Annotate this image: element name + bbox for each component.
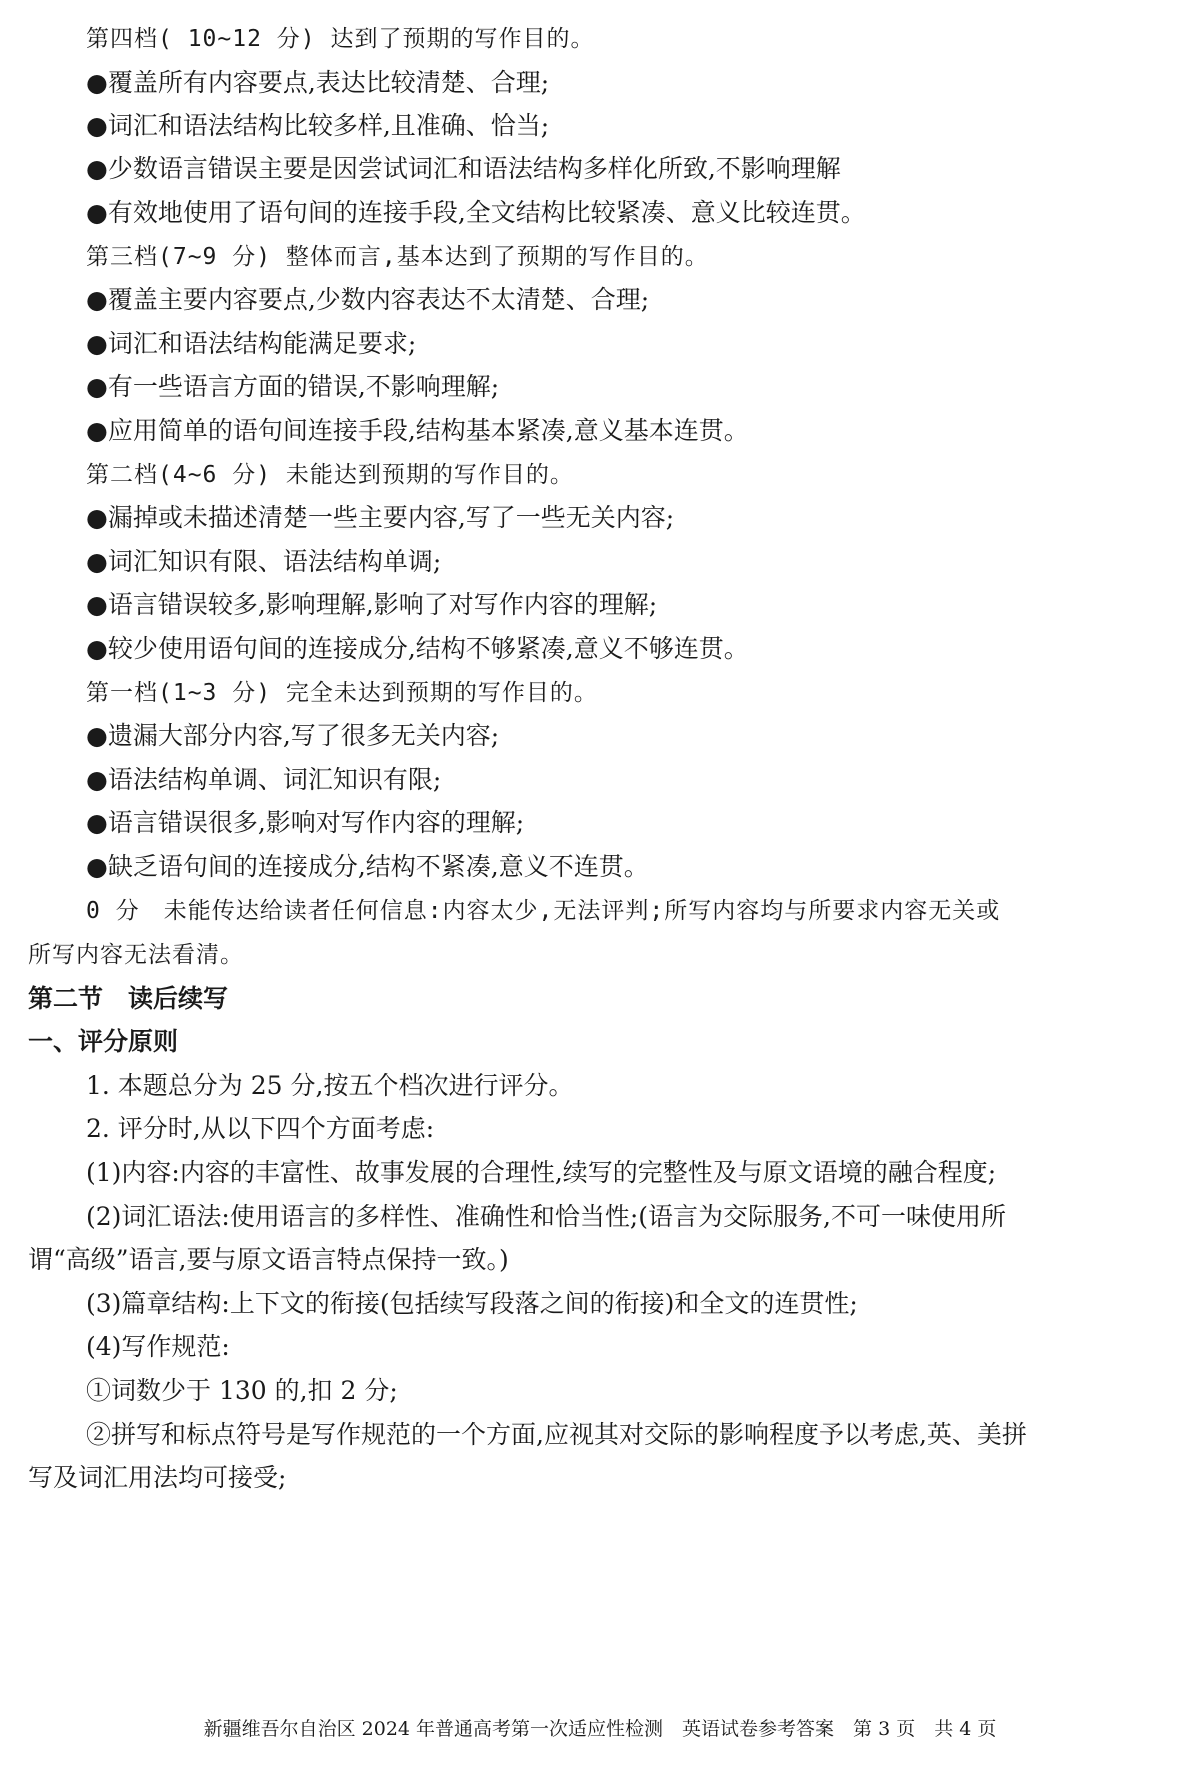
convention-rule: ②拼写和标点符号是写作规范的一个方面,应视其对交际的影响程度予以考虑,英、美拼	[86, 1420, 1027, 1449]
convention-rule: ①词数少于 130 的,扣 2 分;	[86, 1376, 398, 1405]
zero-score-rule: 0 分 未能传达给读者任何信息:内容太少,无法评判;所写内容均与所要求内容无关或	[86, 898, 1001, 924]
tier-2-criterion: ●词汇知识有限、语法结构单调;	[86, 547, 442, 576]
scoring-principle: 1. 本题总分为 25 分,按五个档次进行评分。	[86, 1071, 574, 1100]
convention-rule-continued: 写及词汇用法均可接受;	[28, 1463, 287, 1492]
tier-2-heading: 第二档(4~6 分) 未能达到预期的写作目的。	[86, 462, 574, 488]
tier-4-heading: 第四档( 10~12 分) 达到了预期的写作目的。	[86, 26, 595, 52]
subsection-heading: 一、评分原则	[28, 1027, 179, 1056]
tier-1-criterion: ●遗漏大部分内容,写了很多无关内容;	[86, 721, 500, 750]
tier-1-criterion: ●语言错误很多,影响对写作内容的理解;	[86, 808, 525, 837]
criterion-vocabulary-grammar-continued: 谓“高级”语言,要与原文语言特点保持一致。)	[28, 1245, 509, 1274]
tier-2-criterion: ●语言错误较多,影响理解,影响了对写作内容的理解;	[86, 590, 658, 619]
tier-3-criterion: ●应用简单的语句间连接手段,结构基本紧凑,意义基本连贯。	[86, 416, 749, 445]
tier-1-criterion: ●缺乏语句间的连接成分,结构不紧凑,意义不连贯。	[86, 852, 649, 881]
tier-3-criterion: ●覆盖主要内容要点,少数内容表达不太清楚、合理;	[86, 285, 650, 314]
tier-1-criterion: ●语法结构单调、词汇知识有限;	[86, 765, 442, 794]
tier-2-criterion: ●漏掉或未描述清楚一些主要内容,写了一些无关内容;	[86, 503, 675, 532]
section-heading: 第二节 读后续写	[28, 984, 229, 1013]
criterion-conventions: (4)写作规范:	[86, 1332, 230, 1361]
tier-4-criterion: ●有效地使用了语句间的连接手段,全文结构比较紧凑、意义比较连贯。	[86, 198, 866, 227]
tier-1-heading: 第一档(1~3 分) 完全未达到预期的写作目的。	[86, 680, 598, 706]
zero-score-rule-continued: 所写内容无法看清。	[28, 942, 244, 968]
tier-3-criterion: ●有一些语言方面的错误,不影响理解;	[86, 372, 500, 401]
tier-4-criterion: ●词汇和语法结构比较多样,且准确、恰当;	[86, 111, 550, 140]
tier-4-criterion: ●覆盖所有内容要点,表达比较清楚、合理;	[86, 68, 550, 97]
tier-2-criterion: ●较少使用语句间的连接成分,结构不够紧凑,意义不够连贯。	[86, 634, 749, 663]
criterion-structure: (3)篇章结构:上下文的衔接(包括续写段落之间的衔接)和全文的连贯性;	[86, 1289, 858, 1318]
scoring-principle: 2. 评分时,从以下四个方面考虑:	[86, 1114, 435, 1143]
tier-4-criterion: ●少数语言错误主要是因尝试词汇和语法结构多样化所致,不影响理解	[86, 154, 841, 183]
page-footer: 新疆维吾尔自治区 2024 年普通高考第一次适应性检测 英语试卷参考答案 第 3 页 共 4 页	[203, 1718, 997, 1740]
tier-3-heading: 第三档(7~9 分) 整体而言,基本达到了预期的写作目的。	[86, 244, 709, 270]
criterion-content: (1)内容:内容的丰富性、故事发展的合理性,续写的完整性及与原文语境的融合程度;	[86, 1158, 997, 1187]
tier-3-criterion: ●词汇和语法结构能满足要求;	[86, 329, 417, 358]
criterion-vocabulary-grammar: (2)词汇语法:使用语言的多样性、准确性和恰当性;(语言为交际服务,不可一味使用所	[86, 1202, 1006, 1231]
